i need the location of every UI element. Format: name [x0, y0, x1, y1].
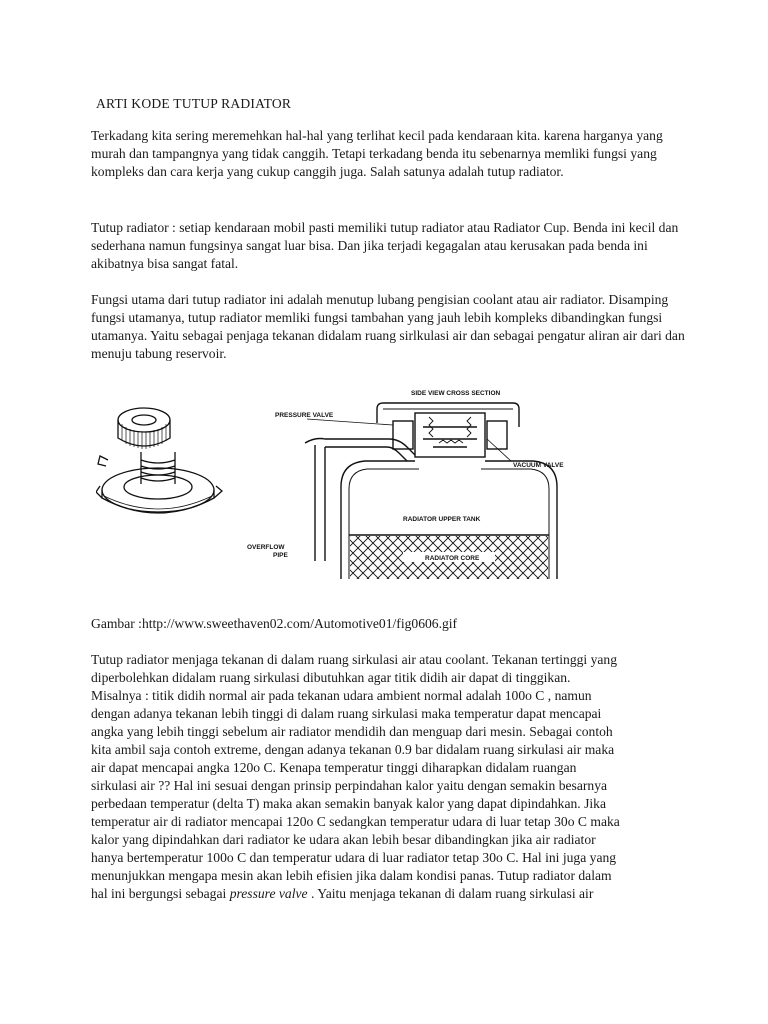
- paragraph-line: hanya bertemperatur 100o C dan temperatur udara di luar radiator tetap 30o C. Hal ini juga yang: [91, 850, 617, 865]
- paragraph-line: Tutup radiator menjaga tekanan di dalam ruang sirkulasi air atau coolant. Tekanan tertinggi yang: [91, 652, 618, 667]
- paragraph-line: perbedaan temperatur (delta T) maka akan semakin banyak kalor yang dapat dipindahkan. Jika: [91, 796, 606, 811]
- paragraph-line: air dapat mencapai angka 120o C. Kenapa temperatur tinggi diharapkan didalam ruangan: [91, 760, 577, 775]
- label-radiator-core: RADIATOR CORE: [425, 555, 480, 562]
- paragraph-function: Fungsi utama dari tutup radiator ini adalah menutup lubang pengisian coolant atau air radiator. Disamping fungsi utamanya, tutup radiator memliki fungsi tambahan yang jauh lebih kompleks dibandingkan fungsi utamanya. Yaitu sebagai penjaga tekanan didalam ruang sirlkulasi air dan sebagai pengatur aliran air dari dan menuju tabung reservoir.: [91, 292, 685, 361]
- paragraph-intro: Terkadang kita sering meremehkan hal-hal yang terlihat kecil pada kendaraan kita. karena harganya yang murah dan tampangnya yang tidak canggih. Tetapi terkadang benda itu sebenarnya memliki fungsi yang kompleks dan cara kerja yang cukup canggih juga. Salah satunya adalah tutup radiator.: [91, 128, 663, 179]
- italic-term: pressure valve: [229, 886, 308, 901]
- radiator-cap-illustration: [96, 394, 224, 530]
- label-side-view: SIDE VIEW CROSS SECTION: [411, 390, 501, 397]
- paragraph-line: menunjukkan mengapa mesin akan lebih efisien jika dalam kondisi panas. Tutup radiator dalam: [91, 868, 612, 883]
- document-title: ARTI KODE TUTUP RADIATOR: [96, 96, 292, 111]
- radiator-cross-section-diagram: [243, 383, 573, 591]
- label-upper-tank: RADIATOR UPPER TANK: [403, 516, 481, 523]
- paragraph-last-line: [91, 885, 691, 903]
- label-pipe: PIPE: [273, 552, 288, 559]
- text-run: hal ini bergungsi sebagai: [91, 886, 230, 901]
- paragraph-line: angka yang lebih tinggi sebelum air radiator mendidih dan menguap dari mesin. Sebagai contoh: [91, 724, 613, 739]
- paragraph-pressure: [91, 651, 691, 903]
- figure-caption: Gambar :http://www.sweethaven02.com/Automotive01/fig0606.gif: [91, 616, 458, 631]
- paragraph-line: Misalnya : titik didih normal air pada tekanan udara ambient normal adalah 100o C , namun: [91, 688, 592, 703]
- label-overflow: OVERFLOW: [247, 544, 285, 551]
- paragraph-line: diperbolehkan didalam ruang sirkulasi dibutuhkan agar titik didih air dapat di tinggikan.: [91, 670, 571, 685]
- paragraph-line: kalor yang dipindahkan dari radiator ke udara akan lebih besar dibandingkan jika air radiator: [91, 832, 596, 847]
- paragraph-line: sirkulasi air ?? Hal ini sesuai dengan prinsip perpindahan kalor yaitu dengan semakin besarnya: [91, 778, 608, 793]
- label-vacuum-valve: VACUUM VALVE: [513, 462, 564, 469]
- text-run: . Yaitu menjaga tekanan di dalam ruang sirkulasi air: [307, 886, 594, 901]
- paragraph-line: dengan adanya tekanan lebih tinggi di dalam ruang sirkulasi maka temperatur dapat mencapai: [91, 706, 602, 721]
- label-pressure-valve: PRESSURE VALVE: [275, 412, 334, 419]
- paragraph-line: kita ambil saja contoh extreme, dengan adanya tekanan 0.9 bar didalam ruang sirkulasi air maka: [91, 742, 615, 757]
- paragraph-line: temperatur air di radiator mencapai 120o C sedangkan temperatur udara di luar tetap 30o C maka: [91, 814, 620, 829]
- paragraph-definition: Tutup radiator : setiap kendaraan mobil pasti memiliki tutup radiator atau Radiator Cup. Benda ini kecil dan sederhana namun fungsinya sangat luar bisa. Dan jika terjadi kegagalan atau kerusakan pada benda ini akibatnya bisa sangat fatal.: [91, 220, 679, 271]
